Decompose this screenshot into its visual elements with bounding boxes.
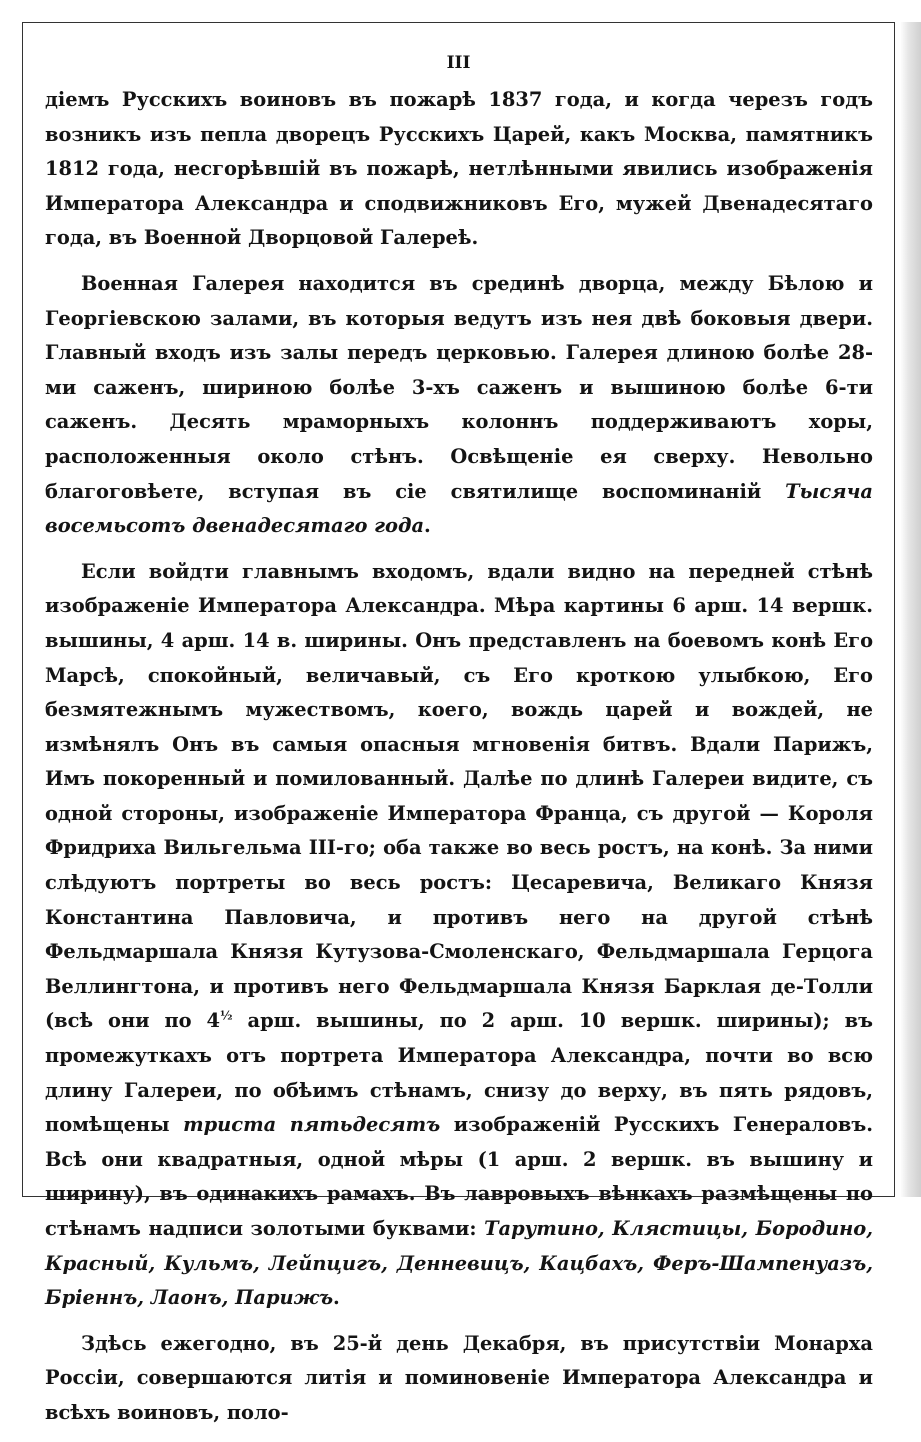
text-segment: Военная Галерея находится въ срединѣ дворца, между Бѣлою и Георгіевскою залами, въ которыя ведутъ изъ нея двѣ боковыя двери. Главный входъ изъ залы передъ церковью. Галерея длиною болѣе 28-ми саженъ, шириною болѣе 3-хъ саженъ и вышиною болѣе 6-ти саженъ. Десять мраморныхъ колоннъ поддерживаютъ хоры, расположенныя около стѣнъ. Освѣщеніе ея сверху. Невольно благоговѣете, вступая въ сіе святилище воспоминаній	[45, 271, 873, 503]
page-frame	[22, 22, 895, 1424]
text-segment: арш. вышины, по 2 арш. 10 вершк. ширины); въ промежуткахъ отъ портрета Императора Александра, почти во всю длину Галереи, по обѣимъ стѣнамъ, снизу до верху, въ пять рядовъ, помѣщены	[45, 1009, 874, 1137]
text-segment: изображеній Русскихъ Генераловъ. Всѣ они квадратныя, одной мѣры (1 арш. 2 вершк. въ вышину и ширину), въ одинакихъ рамахъ. Въ лавровыхъ вѣнкахъ размѣщены по стѣнамъ надписи золотыми буквами:	[45, 1113, 873, 1240]
italic-phrase: Тысяча восемьсотъ двенадесятаго года	[45, 479, 873, 538]
page-edge-shadow	[900, 22, 921, 1197]
italic-place-names: Тарутино, Клястицы, Бородино, Красный, Кульмъ, Лейпцигъ, Денневицъ, Кацбахъ, Феръ-Шампенуазъ, Бріеннъ, Лаонъ, Парижъ	[45, 1217, 873, 1310]
text-body	[45, 83, 873, 1442]
italic-phrase: триста пятьдесятъ	[183, 1113, 441, 1137]
paragraph	[45, 1327, 873, 1431]
page-number: III	[446, 53, 471, 73]
text-segment: діемъ Русскихъ воиновъ въ пожарѣ 1837 года, и когда черезъ годъ возникъ изъ пепла дворецъ Русскихъ Царей, какъ Москва, памятникъ 1812 года, несгорѣвшій въ пожарѣ, нетлѣнными явились изображенія Императора Александра и сподвижниковъ Его, мужей Двенадесятаго года, въ Военной Дворцовой Галереѣ.	[45, 88, 873, 250]
text-segment: .	[424, 514, 431, 538]
paragraph	[45, 555, 873, 1316]
text-segment: Если войдти главнымъ входомъ, вдали видно на передней стѣнѣ изображеніе Императора Александра. Мѣра картины 6 арш. 14 вершк. вышины, 4 арш. 14 в. ширины. Онъ представленъ на боевомъ конѣ Его Марсѣ, спокойный, величавый, съ Его кроткою улыбкою, Его безмятежнымъ мужествомъ, коего, вождь царей и вождей, не измѣнялъ Онъ въ самыя опасныя мгновенія битвъ. Вдали Парижъ, Имъ покоренный и помилованный. Далѣе по длинѣ Галереи видите, съ одной стороны, изображеніе Императора Франца, съ другой — Короля Фридриха Вильгельма III-го; оба также во весь ростъ, на конѣ. За ними слѣдуютъ портреты во весь ростъ: Цесаревича, Великаго Князя Константина Павловича, и противъ него на другой стѣнѣ Фельдмаршала Князя Кутузова-Смоленскаго, Фельдмаршала Герцога Веллингтона, и противъ него Фельдмаршала Князя Барклая де-Толли (всѣ они по 4	[45, 559, 873, 1033]
paragraph	[45, 267, 873, 544]
paragraph	[45, 83, 873, 256]
text-segment: .	[333, 1286, 340, 1310]
fraction: ½	[220, 1008, 233, 1023]
text-segment: Здѣсь ежегодно, въ 25-й день Декабря, въ присутствіи Монарха Россіи, совершаются литія и поминовеніе Императора Александра и всѣхъ воиновъ, поло-	[45, 1331, 873, 1424]
